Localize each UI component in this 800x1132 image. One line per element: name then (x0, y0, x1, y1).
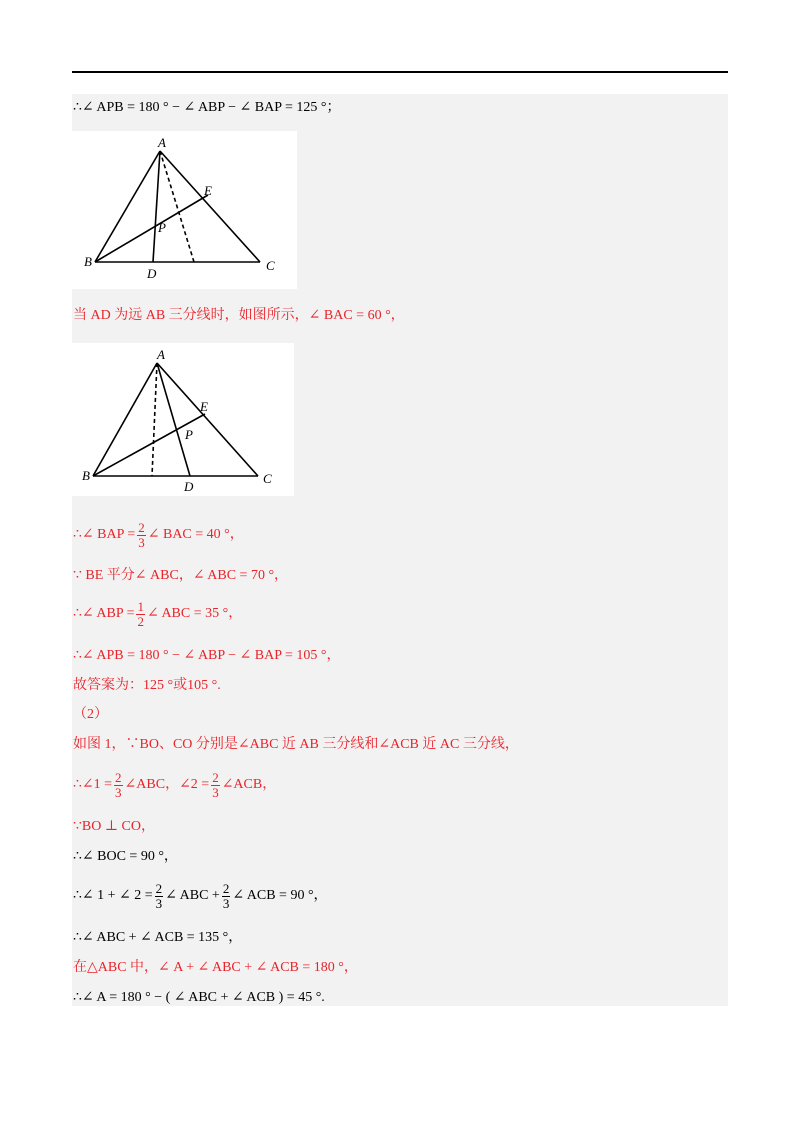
fraction-two-thirds (155, 882, 164, 911)
label-c: C (266, 258, 275, 273)
dashed-line (152, 363, 157, 476)
solution-line-4 (73, 567, 288, 585)
side-ab (95, 151, 160, 262)
solution-line-15 (73, 959, 358, 977)
label-a: A (158, 135, 166, 150)
text-l10-b: ∠ABC，∠2 = (124, 777, 210, 792)
solution-line-6 (73, 647, 341, 665)
frac-num: 1 (137, 598, 144, 614)
text-l7: 故答案为：125 °或105 °. (73, 678, 221, 693)
fraction-two-thirds (222, 882, 231, 911)
text-l13-b: ∠ ABC + (165, 888, 220, 903)
text-l15: 在△ABC 中，∠ A + ∠ ABC + ∠ ACB = 180 °， (73, 960, 358, 975)
text-l13-c: ∠ ACB = 90 °， (232, 888, 328, 903)
text-l8: （2） (73, 707, 108, 722)
text-l5-pre: ∴∠ ABP = (73, 606, 135, 621)
solution-line-3 (73, 519, 244, 551)
label-e: E (204, 183, 212, 198)
label-e: E (200, 399, 208, 414)
text-l12: ∴∠ BOC = 90 °， (73, 849, 178, 864)
part-2-heading (73, 706, 108, 724)
text-l11: ∵BO ⊥ CO， (73, 819, 155, 834)
frac-den: 3 (155, 895, 163, 911)
text-l14: ∴∠ ABC + ∠ ACB = 135 °， (73, 930, 243, 945)
label-b: B (84, 254, 92, 269)
solution-line-11 (73, 818, 155, 836)
label-d: D (184, 479, 194, 494)
frac-den: 3 (212, 784, 219, 800)
solution-line-14 (73, 929, 242, 947)
frac-den: 3 (115, 784, 122, 800)
text-l13-a: ∴∠ 1 + ∠ 2 = (73, 888, 153, 903)
triangle-figure-1 (72, 131, 297, 289)
label-d: D (147, 266, 157, 281)
frac-den: 3 (138, 534, 145, 550)
frac-den: 3 (222, 895, 230, 911)
segment-ad (153, 151, 160, 262)
segment-ad (157, 363, 190, 476)
label-p: P (185, 427, 193, 442)
answer-line (73, 677, 221, 695)
text-l5-post: ∠ ABC = 35 °， (146, 606, 243, 621)
solution-line-1 (73, 99, 341, 117)
text-l3-pre: ∴∠ BAP = (73, 527, 136, 542)
text-l10-a: ∴∠1 = (73, 777, 113, 792)
fraction-two-thirds (114, 771, 123, 800)
text-l1: ∴∠ APB = 180 ° − ∠ ABP − ∠ BAP = 125 °； (73, 100, 341, 115)
solution-line-10 (73, 769, 276, 801)
fraction-one-half (136, 600, 145, 629)
text-l10-c: ∠ACB， (221, 777, 277, 792)
figure-2-drawing (72, 343, 294, 496)
frac-num: 2 (222, 880, 230, 896)
solution-line-9 (73, 736, 519, 754)
label-b: B (82, 468, 90, 483)
solution-line-16 (73, 989, 325, 1007)
solution-line-5 (73, 598, 242, 630)
triangle-figure-2 (72, 343, 294, 496)
label-c: C (263, 471, 272, 486)
frac-num: 2 (138, 519, 145, 535)
frac-num: 2 (212, 769, 219, 785)
label-p: P (158, 220, 166, 235)
figure-1-drawing (72, 131, 297, 289)
frac-den: 2 (137, 613, 144, 629)
solution-line-2 (73, 307, 405, 325)
solution-line-13 (73, 880, 328, 912)
text-l3-post: ∠ BAC = 40 °， (147, 527, 244, 542)
text-l16: ∴∠ A = 180 ° − ( ∠ ABC + ∠ ACB ) = 45 °. (73, 990, 325, 1005)
fraction-two-thirds (137, 521, 146, 550)
fraction-two-thirds (211, 771, 220, 800)
label-a: A (157, 347, 165, 362)
text-l6: ∴∠ APB = 180 ° − ∠ ABP − ∠ BAP = 105 °， (73, 648, 341, 663)
frac-num: 2 (155, 880, 163, 896)
side-ac (160, 151, 260, 262)
frac-num: 2 (115, 769, 122, 785)
text-l9: 如图 1，∵BO、CO 分别是∠ABC 近 AB 三分线和∠ACB 近 AC 三分线， (73, 737, 519, 752)
side-ac (157, 363, 258, 476)
header-rule (72, 71, 728, 73)
solution-line-12 (73, 848, 178, 866)
text-l4: ∵ BE 平分∠ ABC，∠ ABC = 70 °， (73, 568, 289, 583)
text-l2: 当 AD 为远 AB 三分线时，如图所示，∠ BAC = 60 °， (73, 308, 405, 323)
